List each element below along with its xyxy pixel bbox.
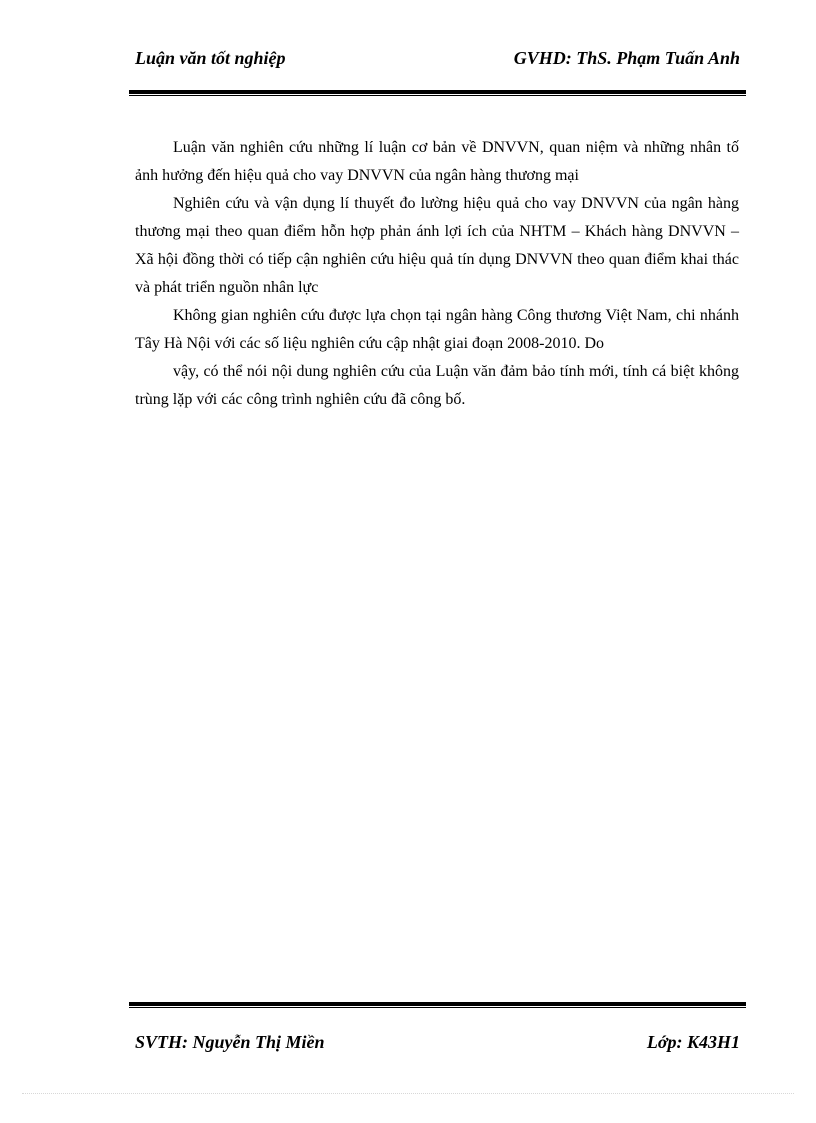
header-rule <box>129 90 746 98</box>
header-supervisor: GVHD: ThS. Phạm Tuấn Anh <box>513 48 740 68</box>
footer-rule <box>129 1002 746 1010</box>
paragraph-1: Luận văn nghiên cứu những lí luận cơ bản về DNVVN, quan niệm và những nhân tố ảnh hưởng đến hiệu quả cho vay DNVVN của ngân hàng thương mại <box>135 139 739 184</box>
page-footer <box>135 1030 740 1060</box>
body-text <box>135 134 739 414</box>
paragraph-3: Không gian nghiên cứu được lựa chọn tại ngân hàng Công thương Việt Nam, chi nhánh Tây Hà Nội với các số liệu nghiên cứu cập nhật giai đoạn 2008-2010. Do <box>135 307 739 352</box>
paragraph-4: vậy, có thể nói nội dung nghiên cứu của Luận văn đảm bảo tính mới, tính cá biệt không trùng lặp với các công trình nghiên cứu đã công bố. <box>135 363 739 408</box>
paragraph-2: Nghiên cứu và vận dụng lí thuyết đo lường hiệu quả cho vay DNVVN của ngân hàng thương mại theo quan điểm hỗn hợp phản ánh lợi ích của NHTM – Khách hàng DNVVN – Xã hội đồng thời có tiếp cận nghiên cứu hiệu quả tín dụng DNVVN theo quan điểm khai thác và phát triển nguồn nhân lực <box>135 195 739 296</box>
page-header <box>135 46 740 76</box>
header-thesis-title: Luận văn tốt nghiệp <box>135 48 286 68</box>
page-edge-divider <box>22 1093 794 1094</box>
footer-class: Lớp: K43H1 <box>646 1032 740 1052</box>
footer-student: SVTH: Nguyễn Thị Miền <box>135 1032 325 1052</box>
